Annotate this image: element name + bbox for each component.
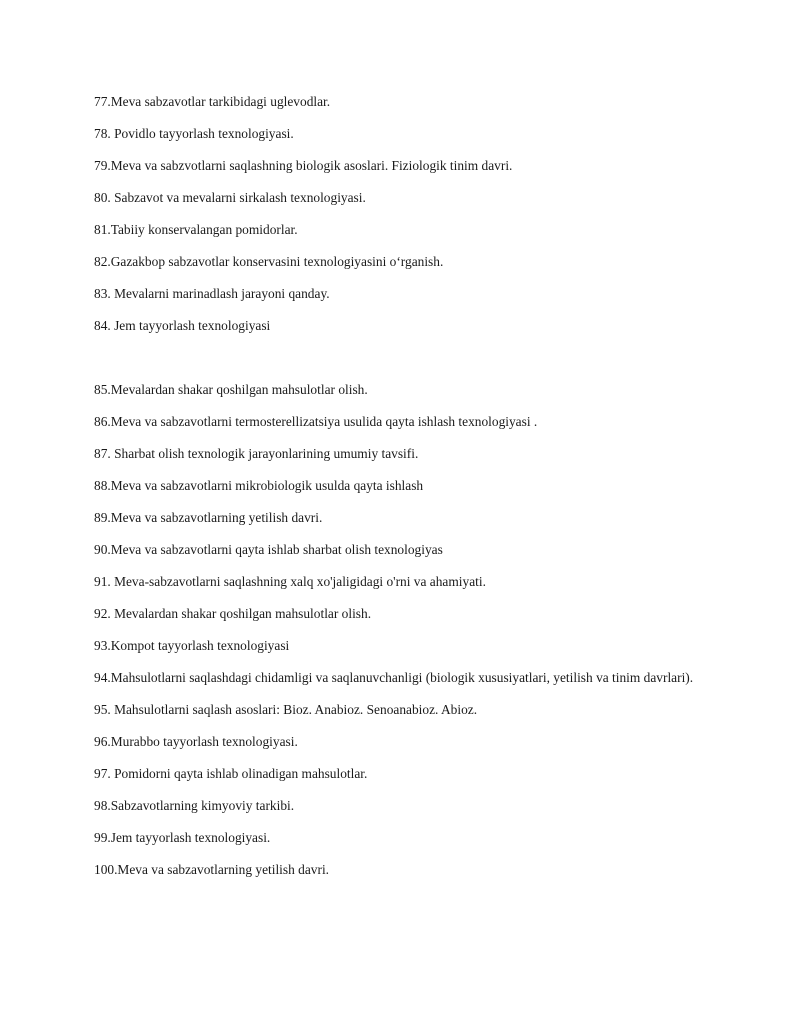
list-item: 87. Sharbat olish texnologik jarayonlarining umumiy tavsifi.: [94, 446, 419, 461]
list-item: 80. Sabzavot va mevalarni sirkalash texnologiyasi.: [94, 190, 366, 205]
list-item: 98.Sabzavotlarning kimyoviy tarkibi.: [94, 798, 295, 813]
list-item: 78. Povidlo tayyorlash texnologiyasi.: [94, 126, 294, 141]
list-item: 83. Mevalarni marinadlash jarayoni qanday.: [94, 286, 330, 301]
list-item: 93.Kompot tayyorlash texnologiyasi: [94, 638, 290, 653]
list-item: 96.Murabbo tayyorlash texnologiyasi.: [94, 734, 298, 749]
list-item: 94.Mahsulotlarni saqlashdagi chidamligi va saqlanuvchanligi (biologik xususiyatlari, yetilish va tinim davrlari).: [94, 670, 694, 685]
list-item: 77.Meva sabzavotlar tarkibidagi uglevodlar.: [94, 94, 331, 109]
list-item: 86.Meva va sabzavotlarni termosterellizatsiya usulida qayta ishlash texnologiyasi .: [94, 414, 538, 429]
list-item: 97. Pomidorni qayta ishlab olinadigan mahsulotlar.: [94, 766, 368, 781]
list-item: 84. Jem tayyorlash texnologiyasi: [94, 318, 271, 333]
list-item: 88.Meva va sabzavotlarni mikrobiologik usulda qayta ishlash: [94, 478, 424, 493]
list-item: 92. Mevalardan shakar qoshilgan mahsulotlar olish.: [94, 606, 372, 621]
list-item: 99.Jem tayyorlash texnologiyasi.: [94, 830, 271, 845]
list-item: 82.Gazakbop sabzavotlar konservasini texnologiyasini o‘rganish.: [94, 254, 444, 269]
list-item: 100.Meva va sabzavotlarning yetilish davri.: [94, 862, 330, 877]
list-item: 90.Meva va sabzavotlarni qayta ishlab sharbat olish texnologiyas: [94, 542, 443, 557]
list-item: 89.Meva va sabzavotlarning yetilish davri.: [94, 510, 323, 525]
list-item: 81.Tabiiy konservalangan pomidorlar.: [94, 222, 298, 237]
list-item: 79.Meva va sabzvotlarni saqlashning biologik asoslari. Fiziologik tinim davri.: [94, 158, 513, 173]
question-list: [94, 93, 704, 893]
list-item: 91. Meva-sabzavotlarni saqlashning xalq xo'jaligidagi o'rni va ahamiyati.: [94, 574, 486, 589]
list-item: 95. Mahsulotlarni saqlash asoslari: Bioz. Anabioz. Senoanabioz. Abioz.: [94, 702, 478, 717]
list-item: 85.Mevalardan shakar qoshilgan mahsulotlar olish.: [94, 382, 368, 397]
